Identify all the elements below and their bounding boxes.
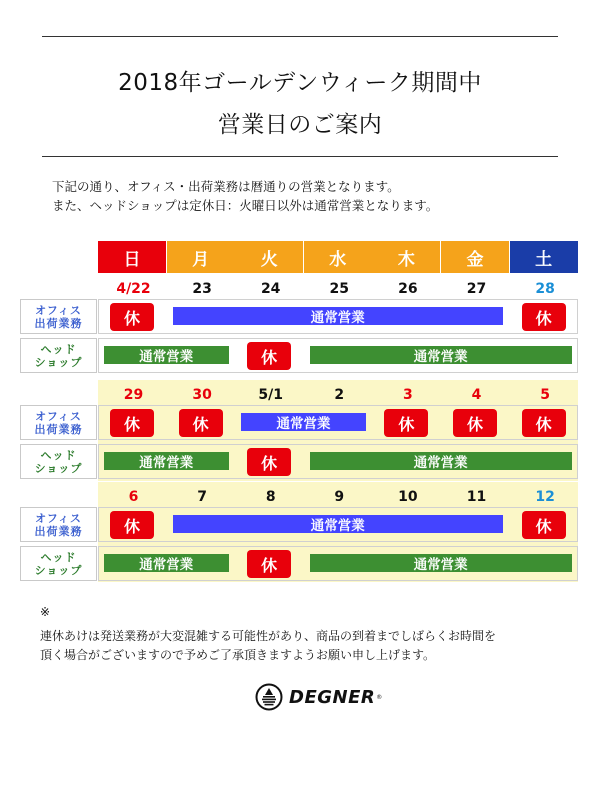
row-label-office: オフィス 出荷業務 <box>20 507 97 542</box>
weekday-header: 金 <box>441 241 509 273</box>
top-rule <box>42 36 558 37</box>
open-bar: 通常営業 <box>104 554 229 572</box>
closed-badge: 休 <box>522 303 566 331</box>
row-label-headshop: ヘッド ショップ <box>20 444 97 479</box>
closed-badge: 休 <box>110 511 154 539</box>
closed-badge: 休 <box>110 409 154 437</box>
row-label-office: オフィス 出荷業務 <box>20 405 97 440</box>
closed-badge: 休 <box>453 409 497 437</box>
notice-line2: また、ヘッドショップは定休日：火曜日以外は通常営業となります。 <box>52 198 439 213</box>
date-label: 25 <box>329 281 350 297</box>
closed-badge: 休 <box>522 511 566 539</box>
row-label-headshop: ヘッド ショップ <box>20 546 97 581</box>
date-label: 26 <box>398 281 418 297</box>
date-label: 4/22 <box>116 281 151 297</box>
page-title-line1: 2018年ゴールデンウィーク期間中 <box>118 70 482 96</box>
brand-name: DEGNER <box>289 686 376 708</box>
date-label: 9 <box>334 489 345 505</box>
degner-logo <box>255 683 382 711</box>
date-label: 23 <box>192 281 212 297</box>
date-label: 12 <box>535 489 555 505</box>
closed-badge: 休 <box>110 303 154 331</box>
date-label: 3 <box>403 387 413 403</box>
open-bar: 通常営業 <box>241 413 366 431</box>
footnote-mark: ※ <box>40 605 51 619</box>
footnote-line1: 連休あけは発送業務が大変混雑する可能性があり、商品の到着までしばらくお時間を <box>40 629 497 643</box>
row-label-headshop: ヘッド ショップ <box>20 338 97 373</box>
weekday-header: 土 <box>510 241 578 273</box>
footnote-line2: 頂く場合がございますので予めご了承頂きますようお願い申し上げます。 <box>40 648 436 662</box>
weekday-header: 木 <box>372 241 440 273</box>
closed-badge: 休 <box>247 448 291 476</box>
page-title-line2: 営業日のご案内 <box>217 112 383 138</box>
closed-badge: 休 <box>522 409 566 437</box>
weekday-header: 火 <box>235 241 303 273</box>
degner-emblem-icon <box>255 683 283 711</box>
date-label: 8 <box>265 489 276 505</box>
closed-badge: 休 <box>247 550 291 578</box>
open-bar: 通常営業 <box>173 307 503 325</box>
open-bar: 通常営業 <box>104 346 229 364</box>
date-label: 5/1 <box>258 387 283 403</box>
closed-badge: 休 <box>247 342 291 370</box>
open-bar: 通常営業 <box>104 452 229 470</box>
date-label: 27 <box>466 281 487 297</box>
date-label: 24 <box>260 281 281 297</box>
date-label: 2 <box>334 387 345 403</box>
open-bar: 通常営業 <box>173 515 503 533</box>
weekday-header: 月 <box>167 241 235 273</box>
date-label: 30 <box>192 387 212 403</box>
date-label: 10 <box>398 489 418 505</box>
date-label: 5 <box>540 387 550 403</box>
row-label-office: オフィス 出荷業務 <box>20 299 97 334</box>
bottom-rule <box>42 156 558 157</box>
closed-badge: 休 <box>384 409 428 437</box>
open-bar: 通常営業 <box>310 554 572 572</box>
date-label: 7 <box>197 489 207 505</box>
date-label: 28 <box>535 281 555 297</box>
date-label: 6 <box>128 489 139 505</box>
registered-mark: ® <box>376 693 383 701</box>
date-label: 4 <box>471 387 482 403</box>
date-label: 11 <box>466 489 487 505</box>
weekday-header: 水 <box>304 241 372 273</box>
weekday-header: 日 <box>98 241 166 273</box>
open-bar: 通常営業 <box>310 346 572 364</box>
open-bar: 通常営業 <box>310 452 572 470</box>
date-label: 29 <box>123 387 144 403</box>
notice-line1: 下記の通り、オフィス・出荷業務は暦通りの営業となります。 <box>52 179 400 194</box>
closed-badge: 休 <box>179 409 223 437</box>
